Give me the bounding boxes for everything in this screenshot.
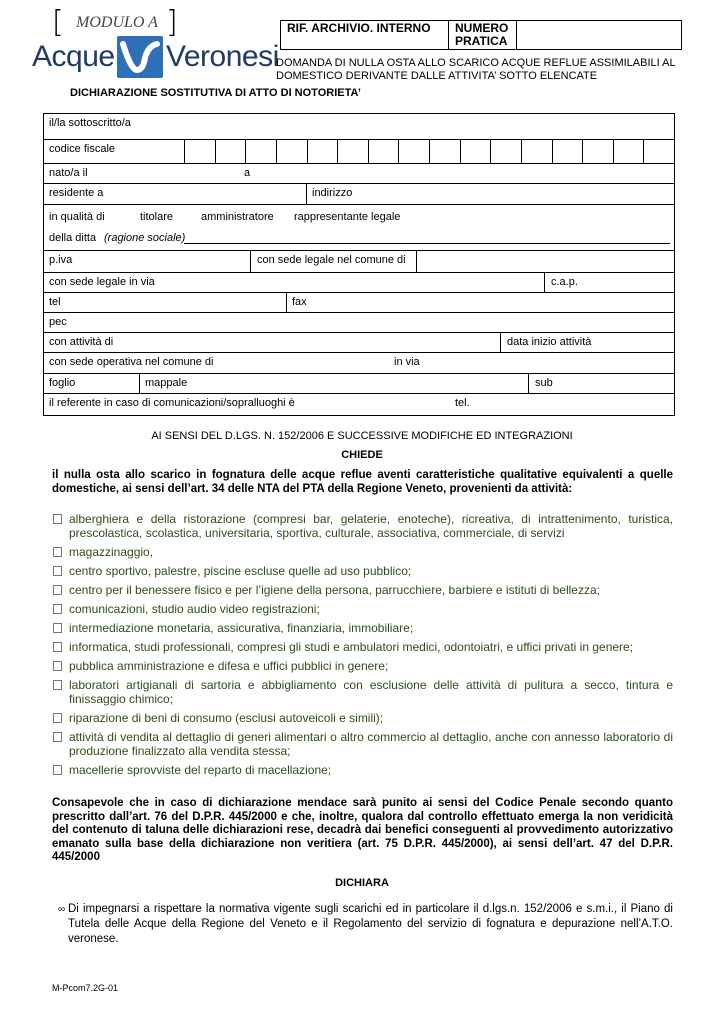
checkbox-icon[interactable] xyxy=(53,566,62,576)
bullet-icon: ∞ xyxy=(58,904,66,915)
consapevole-paragraph: Consapevole che in caso di dichiarazione mendace sarà punito ai sensi del Codice Penale secondo quanto prescritto dall’art. 76 del D.P.R. 445/2000 e che, inoltre, qualora dal controllo effettuato emerga la non veridicità del contenuto di taluna delle dichiarazioni rese, decadrà dai benefici conseguenti al provvedimento autorizzativo emanato sulla base della dichiarazione non veritiera (art. 75 D.P.R. 445/2000), ai sensi dell’art. 47 del D.P.R. 445/2000 xyxy=(52,797,673,863)
foglio-label: foglio xyxy=(49,377,76,389)
nulla-osta-paragraph: il nulla osta allo scarico in fognatura delle acque reflue aventi caratteristiche qualitative equivalenti a quelle domestiche, ai sensi dell’art. 34 delle NTA del PTA della Regione Veneto, provenienti da attività: xyxy=(52,469,673,495)
pec-label: pec xyxy=(49,316,67,328)
logo-mark-icon xyxy=(117,36,163,78)
rappresentante-option[interactable]: rappresentante legale xyxy=(294,211,401,223)
form-row-piva[interactable] xyxy=(44,251,674,273)
option-alberghiera[interactable]: alberghiera e della ristorazione (compresi bar, gelaterie, enoteche), ricreativa, di intrattenimento, turistica, prescolastica, scolastica, universitaria, sportiva, culturale, associativa, commerciale, di servizi xyxy=(52,512,673,540)
mappale-label: mappale xyxy=(145,377,188,389)
checkbox-icon[interactable] xyxy=(53,623,62,633)
footer-code: M-Pcom7.2G-01 xyxy=(52,983,119,993)
chiede-heading: CHIEDE xyxy=(341,449,383,461)
form-row-attivita[interactable] xyxy=(44,333,674,353)
dichiarazione-title: DICHIARAZIONE SOSTITUTIVA DI ATTO DI NOTORIETA’ xyxy=(70,87,361,99)
sede-via-label: con sede legale in via xyxy=(49,276,155,288)
logo-word-acque: Acque xyxy=(32,40,115,73)
option-intermediazione[interactable]: intermediazione monetaria, assicurativa, finanziaria, immobiliare; xyxy=(52,621,673,635)
dichiara-heading: DICHIARA xyxy=(335,877,389,889)
form-row-qualita xyxy=(44,205,674,251)
titolare-option[interactable]: titolare xyxy=(140,211,174,223)
referente-label: il referente in caso di comunicazioni/sopralluoghi è xyxy=(49,397,295,409)
checkbox-icon[interactable] xyxy=(53,732,62,742)
option-centro-sportivo[interactable]: centro sportivo, palestre, piscine escluse quelle ad uso pubblico; xyxy=(52,564,673,578)
residente-label: residente a xyxy=(49,187,104,199)
option-laboratori[interactable]: laboratori artigianali di sartoria e abbigliamento con esclusione delle attività di pulitura a secco, tintura e finissaggio chimico; xyxy=(52,678,673,706)
form-row-codice-fiscale xyxy=(44,140,674,164)
data-inizio-label: data inizio attività xyxy=(507,336,592,348)
form-row-referente[interactable] xyxy=(44,394,674,415)
numero-pratica-field[interactable] xyxy=(517,21,681,49)
tel-label: tel xyxy=(49,296,61,308)
left-bracket: [ xyxy=(52,5,64,40)
option-pubblica-amministrazione[interactable]: pubblica amministrazione e difesa e uffici pubblici in genere; xyxy=(52,659,673,673)
in-via-label: in via xyxy=(394,356,420,368)
checkbox-icon[interactable] xyxy=(53,642,62,652)
option-vendita-dettaglio[interactable]: attività di vendita al dettaglio di generi alimentari o altro commercio al dettaglio, anche con annesso laboratorio di produzione finalizzato alla vendita stessa; xyxy=(52,730,673,758)
checkbox-icon[interactable] xyxy=(53,585,62,595)
form-row-residente[interactable] xyxy=(44,184,674,205)
form-row-sottoscritto[interactable] xyxy=(44,114,674,140)
referente-tel-label: tel. xyxy=(455,397,470,409)
sede-operativa-label: con sede operativa nel comune di xyxy=(49,356,214,368)
checkbox-icon[interactable] xyxy=(53,661,62,671)
ragione-sociale-line[interactable] xyxy=(184,243,670,244)
checkbox-icon[interactable] xyxy=(53,514,62,524)
modulo-label xyxy=(52,5,178,40)
rif-archivio-label: RIF. ARCHIVIO. INTERNO xyxy=(281,21,449,49)
ragione-sociale-label: (ragione sociale) xyxy=(104,232,186,244)
form-row-catasto[interactable] xyxy=(44,374,674,394)
archive-box xyxy=(280,20,682,50)
sede-comune-label: con sede legale nel comune di xyxy=(257,254,406,266)
option-benessere[interactable]: centro per il benessere fisico e per l’igiene della persona, parrucchiere, barbiere e istituti di bellezza; xyxy=(52,583,673,597)
attivita-label: con attività di xyxy=(49,336,114,348)
modulo-text: MODULO A xyxy=(76,14,158,31)
impegno-text: Di impegnarsi a rispettare la normativa vigente sugli scarichi ed in particolare il d.lgs.n. 152/2006 e s.m.i., il Piano di Tutela delle Acque della Regione del Veneto e il Regolamento del servizio di fognatura e depurazione nell’A.T.O. veronese. xyxy=(68,903,673,945)
right-bracket: ] xyxy=(166,5,178,40)
option-magazzinaggio[interactable]: magazzinaggio, xyxy=(52,545,673,559)
option-riparazione[interactable]: riparazione di beni di consumo (esclusi autoveicoli e simili); xyxy=(52,711,673,725)
in-qualita-label: in qualità di xyxy=(49,211,105,223)
form-row-sede-via[interactable] xyxy=(44,273,674,293)
codice-fiscale-cells[interactable] xyxy=(184,140,674,163)
indirizzo-label: indirizzo xyxy=(312,187,353,199)
checkbox-icon[interactable] xyxy=(53,680,62,690)
della-ditta-label: della ditta xyxy=(49,232,97,244)
numero-pratica-label: NUMERO PRATICA xyxy=(449,21,517,49)
checkbox-icon[interactable] xyxy=(53,765,62,775)
ai-sensi-heading: AI SENSI DEL D.LGS. N. 152/2006 E SUCCESSIVE MODIFICHE ED INTEGRAZIONI xyxy=(151,430,573,442)
option-comunicazioni[interactable]: comunicazioni, studio audio video registrazioni; xyxy=(52,602,673,616)
option-informatica[interactable]: informatica, studi professionali, compresi gli studi e ambulatori medici, odontoiatri, e uffici privati in genere; xyxy=(52,640,673,654)
luogo-nascita-label: a xyxy=(244,167,251,179)
activity-options xyxy=(52,512,673,782)
amministratore-option[interactable]: amministratore xyxy=(201,211,274,223)
sottoscritto-label: il/la sottoscritto/a xyxy=(49,117,131,129)
form-row-pec[interactable] xyxy=(44,313,674,333)
logo-word-veronesi: Veronesi xyxy=(166,40,279,73)
form-row-nato[interactable] xyxy=(44,164,674,184)
logo xyxy=(32,36,277,80)
form-row-tel[interactable] xyxy=(44,293,674,313)
piva-label: p.iva xyxy=(49,254,73,266)
checkbox-icon[interactable] xyxy=(53,713,62,723)
nato-label: nato/a il xyxy=(49,167,88,179)
cap-label: c.a.p. xyxy=(551,276,578,288)
option-macellerie[interactable]: macellerie sprovviste del reparto di macellazione; xyxy=(52,763,673,777)
checkbox-icon[interactable] xyxy=(53,604,62,614)
domanda-title: DOMANDA DI NULLA OSTA ALLO SCARICO ACQUE REFLUE ASSIMILABILI AL DOMESTICO DERIVANTE DALLE ATTIVITA’ SOTTO ELENCATE xyxy=(276,57,676,82)
sub-label: sub xyxy=(535,377,553,389)
impegno-paragraph xyxy=(58,902,673,947)
form-row-sede-operativa[interactable] xyxy=(44,353,674,374)
codice-fiscale-label: codice fiscale xyxy=(49,143,116,155)
fax-label: fax xyxy=(292,296,307,308)
applicant-form xyxy=(43,113,675,416)
checkbox-icon[interactable] xyxy=(53,547,62,557)
